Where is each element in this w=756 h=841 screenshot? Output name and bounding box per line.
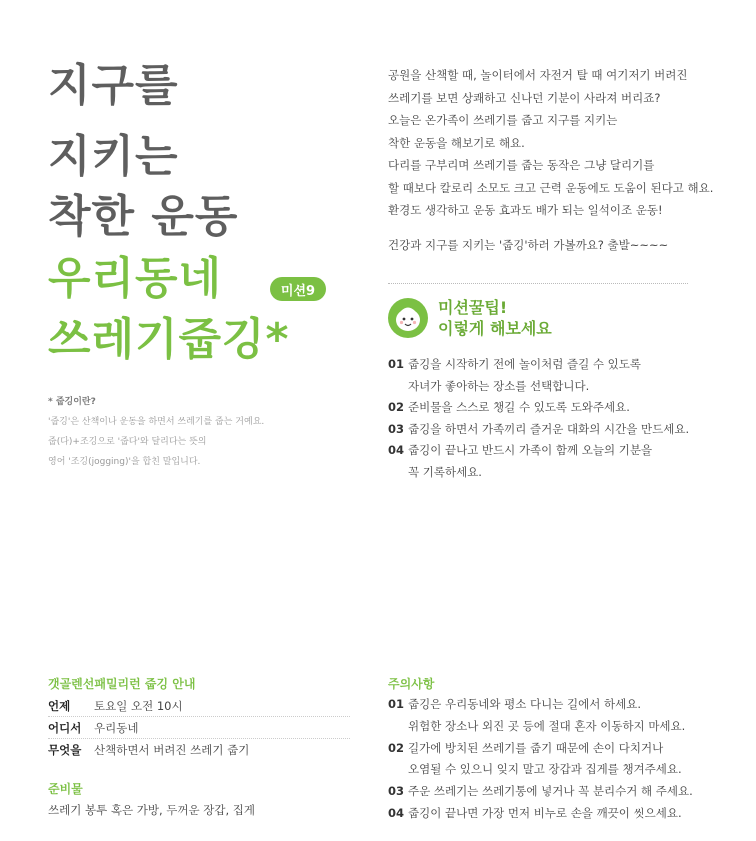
intro-closing: 건강과 지구를 지키는 '줍깅'하러 가볼까요? 출발~~~~	[388, 237, 669, 252]
note-line: '줍깅'은 산책이나 운동을 하면서 쓰레기를 줍는 거예요.	[48, 417, 265, 427]
mission-badge: 미션9	[270, 277, 326, 301]
jupging-note	[48, 392, 264, 472]
list-item-continuation: 꼭 기록하세요.	[408, 464, 482, 479]
list-item	[388, 738, 693, 760]
info-row-where	[48, 720, 138, 736]
list-item-continuation: 자녀가 좋아하는 장소를 선택합니다.	[408, 378, 590, 393]
item-number: 03	[388, 421, 405, 436]
tips-title-line-2: 이렇게 해보세요	[438, 319, 552, 338]
item-text: 줍깅을 하면서 가족끼리 즐거운 대화의 시간을 만드세요.	[408, 421, 690, 436]
title-line-2: 지키는	[48, 131, 179, 182]
title-line-1: 지구를	[48, 60, 179, 111]
item-number: 04	[388, 443, 405, 457]
intro-line: 다리를 구부리며 쓰레기를 줍는 동작은 그냥 달리기를	[388, 158, 655, 172]
tips-list	[388, 354, 689, 483]
item-text: 줍깅이 끝나고 반드시 가족이 함께 오늘의 기분을	[408, 443, 653, 457]
info-label: 어디서	[48, 721, 82, 735]
intro-line: 오늘은 온가족이 쓰레기를 줍고 지구를 지키는	[388, 113, 618, 127]
intro-line: 할 때보다 칼로리 소모도 크고 근력 운동에도 도움이 된다고 해요.	[388, 180, 714, 195]
item-text: 줍깅이 끝나면 가장 먼저 비누로 손을 깨끗이 씻으세요.	[408, 805, 682, 820]
item-text: 준비물을 스스로 챙길 수 있도록 도와주세요.	[408, 400, 630, 414]
tips-header	[388, 297, 552, 339]
item-number: 03	[388, 784, 405, 799]
row-divider	[48, 738, 350, 739]
list-item	[388, 354, 689, 376]
caution-title: 주의사항	[388, 677, 435, 691]
item-number: 02	[388, 400, 405, 414]
prep-text: 쓰레기 봉투 혹은 가방, 두꺼운 장갑, 집게	[48, 803, 255, 817]
list-item	[388, 440, 689, 462]
item-text: 주운 쓰레기는 쓰레기통에 넣거나 꼭 분리수거 해 주세요.	[408, 784, 693, 799]
list-item	[388, 419, 689, 441]
info-value: 우리동네	[94, 721, 139, 735]
list-item	[388, 694, 693, 716]
info-title: 갯골렌선패밀리런 줍깅 안내	[48, 677, 196, 691]
list-item	[388, 397, 689, 419]
item-number: 01	[388, 357, 405, 371]
intro-text	[388, 64, 713, 256]
note-line: 줍(다)+조깅으로 '줍다'와 달리다는 뜻의	[48, 437, 207, 447]
note-line: 영어 '조깅(jogging)'을 합친 말입니다.	[48, 457, 201, 467]
list-item-continuation: 오염될 수 있으니 잊지 말고 장갑과 집게를 챙겨주세요.	[408, 762, 682, 777]
intro-line: 쓰레기를 보면 상쾌하고 신나던 기분이 사라져 버리죠?	[388, 90, 661, 105]
item-text: 줍깅은 우리동네와 평소 다니는 길에서 하세요.	[408, 697, 642, 711]
intro-line: 환경도 생각하고 운동 효과도 배가 되는 일석이조 운동!	[388, 203, 663, 217]
info-value: 산책하면서 버려진 쓰레기 줍기	[94, 743, 250, 757]
list-item-continuation: 위험한 장소나 외진 곳 등에 절대 혼자 이동하지 마세요.	[408, 718, 686, 733]
tips-title-line-1: 미션꿀팁!	[438, 298, 508, 317]
intro-line: 착한 운동을 해보기로 해요.	[388, 135, 525, 150]
item-number: 01	[388, 697, 405, 711]
prep-title: 준비물	[48, 782, 83, 796]
info-label: 언제	[48, 699, 71, 713]
note-title: * 줍깅이란?	[48, 397, 96, 407]
tips-title	[438, 297, 552, 339]
row-divider	[48, 716, 350, 717]
list-item	[388, 781, 693, 803]
item-number: 04	[388, 805, 405, 820]
title-line-4: 우리동네	[48, 253, 223, 304]
info-row-what	[48, 742, 249, 758]
info-label: 무엇을	[48, 743, 82, 757]
item-number: 02	[388, 740, 405, 755]
info-row-when	[48, 698, 183, 714]
intro-line: 공원을 산책할 때, 놀이터에서 자전거 탈 때 여기저기 버려진	[388, 68, 688, 82]
title-line-5: 쓰레기줍깅*	[48, 314, 290, 365]
mascot-icon	[388, 298, 428, 338]
caution-list	[388, 694, 693, 825]
title-line-3: 착한 운동	[48, 191, 239, 242]
item-text: 길가에 방치된 쓰레기를 줍기 때문에 손이 다치거나	[408, 740, 664, 755]
divider	[388, 283, 688, 284]
item-text: 줍깅을 시작하기 전에 놀이처럼 즐길 수 있도록	[408, 357, 642, 371]
info-value: 토요일 오전 10시	[94, 699, 183, 713]
list-item	[388, 803, 693, 825]
